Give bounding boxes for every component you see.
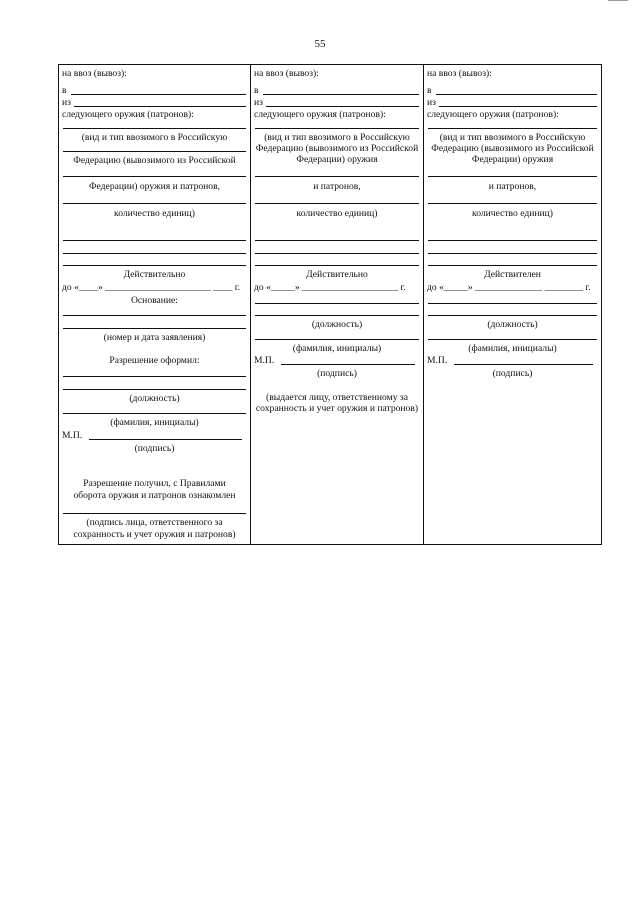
caption-position: (должность) — [129, 393, 180, 404]
following-label: следующего оружия (патронов): — [62, 109, 194, 120]
blank-line-4[interactable] — [255, 303, 419, 304]
import-label: на ввоз (вывоз): — [254, 68, 319, 79]
in-label: в — [427, 85, 432, 96]
caption-signature: (подпись) — [317, 368, 357, 379]
permit-form-table — [58, 64, 602, 545]
position-line[interactable] — [255, 315, 419, 316]
destination-line[interactable] — [71, 94, 246, 95]
caption-responsible-1: (подпись лица, ответственного за — [86, 517, 223, 528]
permit-column-1 — [59, 65, 251, 544]
weapon-type-line-2[interactable] — [255, 176, 419, 177]
quantity-line[interactable] — [255, 203, 419, 204]
caption-type: (вид и тип ввозимого в Российскую Федерацию (вывозимого из Российской Федерации) оружия — [431, 132, 594, 165]
blank-line-3[interactable] — [428, 265, 597, 266]
blank-line-4[interactable] — [428, 303, 597, 304]
blank-line-2[interactable] — [255, 253, 419, 254]
weapon-type-line-2[interactable] — [63, 151, 246, 152]
origin-line[interactable] — [439, 106, 597, 107]
origin-line[interactable] — [266, 106, 419, 107]
weapon-type-line[interactable] — [63, 128, 246, 129]
issued-note: (выдается лицу, ответственному за сохранность и учет оружия и патронов) — [255, 392, 419, 414]
valid-until-field[interactable]: до «_____» ____________________ г. — [254, 282, 406, 293]
basis-line[interactable] — [63, 315, 246, 316]
caption-type-1: (вид и тип ввозимого в Российскую — [81, 132, 228, 143]
valid-label: Действительно — [306, 269, 368, 280]
caption-position: (должность) — [311, 319, 363, 330]
blank-line-1[interactable] — [428, 240, 597, 241]
caption-type: (вид и тип ввозимого в Российскую Федерацию (вывозимого из Российской Федерации) оружия — [255, 132, 419, 165]
blank-line-1[interactable] — [63, 240, 246, 241]
issued-by-label: Разрешение оформил: — [109, 355, 200, 366]
permit-column-2 — [251, 65, 424, 544]
blank-line-1[interactable] — [255, 240, 419, 241]
following-label: следующего оружия (патронов): — [254, 109, 386, 120]
mp-label: М.П. — [254, 355, 275, 366]
basis-line-2[interactable] — [63, 328, 246, 329]
caption-quantity: количество единиц) — [472, 208, 553, 219]
valid-until-field[interactable]: до «_____» ______________ ________ г. — [427, 282, 591, 293]
issuer-line[interactable] — [63, 376, 246, 377]
received-text-1: Разрешение получил, с Правилами — [83, 478, 226, 489]
in-label: в — [62, 85, 67, 96]
quantity-line[interactable] — [63, 203, 246, 204]
signature-line[interactable] — [89, 439, 242, 440]
caption-application: (номер и дата заявления) — [103, 332, 206, 343]
name-line[interactable] — [428, 339, 597, 340]
page-number: 55 — [314, 38, 326, 50]
responsible-signature-line[interactable] — [63, 513, 246, 514]
name-line[interactable] — [63, 413, 246, 414]
blank-line-2[interactable] — [428, 253, 597, 254]
valid-label: Действителен — [484, 269, 541, 280]
caption-position: (должность) — [487, 319, 538, 330]
mp-label: М.П. — [427, 355, 448, 366]
caption-type-2: Федерацию (вывозимого из Российской — [73, 155, 236, 166]
import-label: на ввоз (вывоз): — [62, 68, 127, 79]
received-text-2: оборота оружия и патронов ознакомлен — [73, 490, 236, 501]
blank-line-3[interactable] — [255, 265, 419, 266]
mp-label: М.П. — [62, 430, 83, 441]
permit-column-3 — [424, 65, 601, 544]
edge-rule — [608, 0, 628, 1]
origin-line[interactable] — [74, 106, 246, 107]
caption-name: (фамилия, инициалы) — [292, 343, 382, 354]
caption-quantity: количество единиц) — [114, 208, 195, 219]
valid-until-field[interactable]: до «____» ______________________ ____ г. — [62, 282, 241, 293]
position-line[interactable] — [428, 315, 597, 316]
signature-line[interactable] — [454, 364, 593, 365]
from-label: из — [254, 97, 263, 108]
caption-responsible-2: сохранность и учет оружия и патронов) — [73, 529, 236, 540]
name-line[interactable] — [255, 339, 419, 340]
import-label: на ввоз (вывоз): — [427, 68, 492, 79]
caption-cartridges: и патронов, — [313, 181, 361, 192]
blank-line-2[interactable] — [63, 253, 246, 254]
signature-line[interactable] — [281, 364, 415, 365]
weapon-type-line-2[interactable] — [428, 176, 597, 177]
caption-name: (фамилия, инициалы) — [110, 417, 199, 428]
caption-cartridges: и патронов, — [488, 181, 537, 192]
quantity-line[interactable] — [428, 203, 597, 204]
weapon-type-line[interactable] — [428, 128, 597, 129]
from-label: из — [427, 97, 436, 108]
basis-label: Основание: — [131, 295, 178, 306]
destination-line[interactable] — [436, 94, 597, 95]
weapon-type-line[interactable] — [255, 128, 419, 129]
from-label: из — [62, 97, 71, 108]
caption-name: (фамилия, инициалы) — [468, 343, 557, 354]
valid-label: Действительно — [123, 269, 186, 280]
destination-line[interactable] — [263, 94, 419, 95]
caption-quantity: количество единиц) — [296, 208, 378, 219]
caption-type-3: Федерации) оружия и патронов, — [88, 181, 221, 192]
weapon-type-line-3[interactable] — [63, 176, 246, 177]
following-label: следующего оружия (патронов): — [427, 109, 559, 120]
position-line[interactable] — [63, 389, 246, 390]
caption-signature: (подпись) — [134, 443, 175, 454]
in-label: в — [254, 85, 259, 96]
caption-signature: (подпись) — [492, 368, 533, 379]
blank-line-3[interactable] — [63, 265, 246, 266]
